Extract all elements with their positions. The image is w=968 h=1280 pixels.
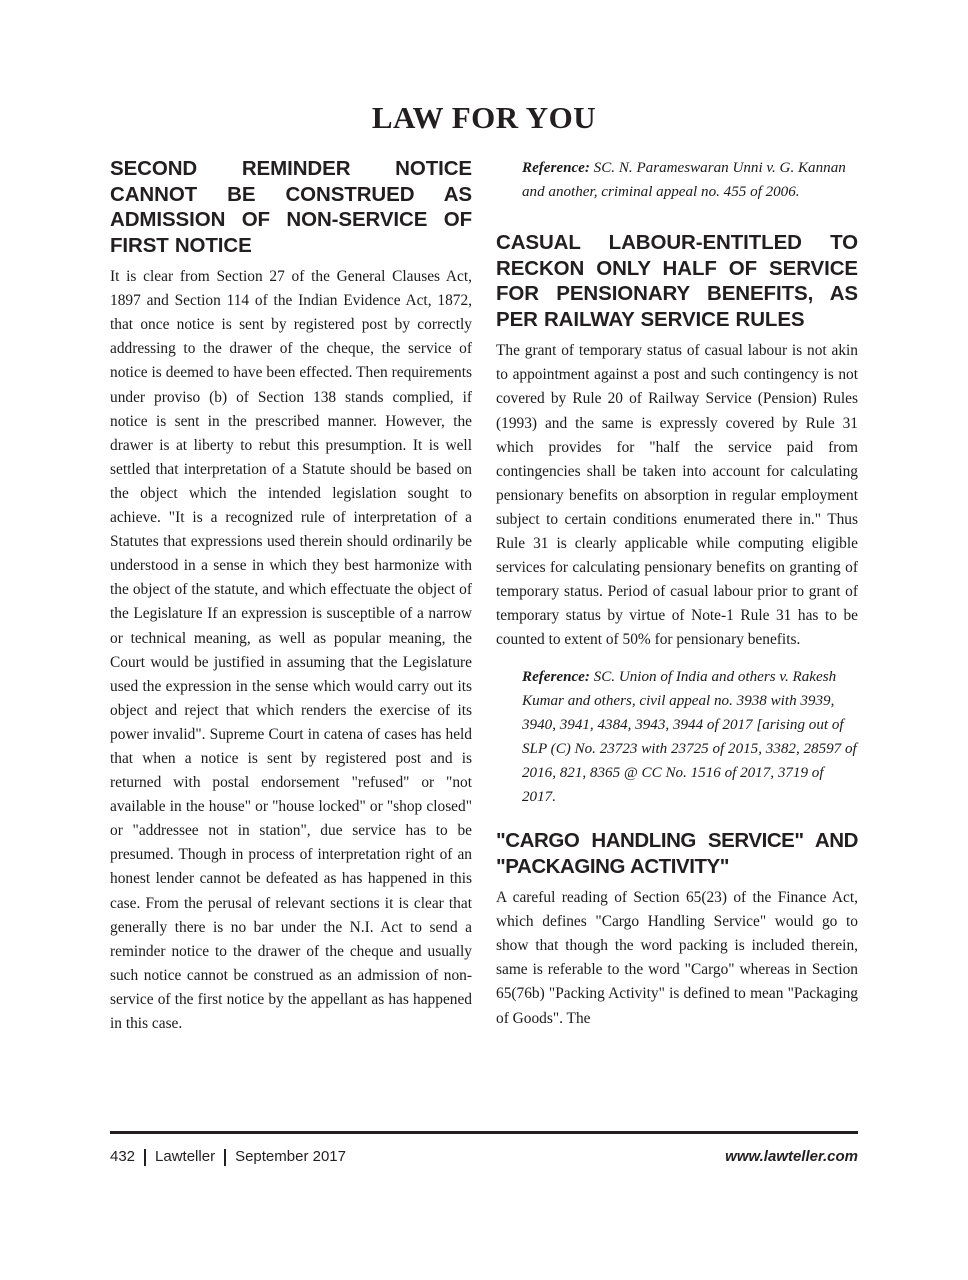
article-body-cargo-handling-service: A careful reading of Section 65(23) of the Finance Act, which defines "Cargo Handling Service" would go to show that though the word packing is included therein, same is referable to the word "Cargo" whereas in Section 65(76b) "Packing Activity" is defined to mean "Packaging of Goods". The <box>496 889 858 1027</box>
reference-block-first-article <box>522 156 858 204</box>
reference-citation: SC. N. Parameswaran Unni v. G. Kannan and another, criminal appeal no. 455 of 2006. <box>522 160 846 201</box>
footer-left-group <box>110 1148 346 1165</box>
article-heading-casual-labour: CASUAL LABOUR-ENTITLED TO RECKON ONLY HALF OF SERVICE FOR PENSIONARY BENEFITS, AS PER RAILWAY SERVICE RULES <box>496 231 858 331</box>
footer-content <box>110 1148 858 1165</box>
article-heading-cargo-handling-service: "CARGO HANDLING SERVICE" AND "PACKAGING ACTIVITY" <box>496 829 858 878</box>
footer-divider <box>110 1131 858 1134</box>
reference-label: Reference: <box>522 668 590 685</box>
spacer <box>496 653 858 665</box>
footer-separator-bar <box>144 1149 146 1166</box>
page-footer <box>110 1131 858 1165</box>
column-right <box>496 156 858 1031</box>
two-column-layout <box>110 156 858 1036</box>
footer-issue-date: September 2017 <box>235 1148 346 1165</box>
article-body-casual-labour: The grant of temporary status of casual labour is not akin to appointment against a post and such contingency is not covered by Rule 20 of Railway Service (Pension) Rules (1993) and the same is expressly covered by Rule 31 which provides for "half the service paid from contingencies shall be taken into account for calculating pensionary benefits on absorption in regular employment subject to certain conditions enumerated there in." Thus Rule 31 is clearly applicable while computing eligible services for calculating pensionary benefits on granting of temporary status. Period of casual labour prior to grant of temporary status by virtue of Note-1 Rule 31 has to be counted to extent of 50% for pensionary benefits. <box>496 342 858 649</box>
footer-separator-bar <box>224 1149 226 1166</box>
footer-website-url: www.lawteller.com <box>725 1148 858 1165</box>
footer-page-number: 432 <box>110 1148 136 1165</box>
article-heading-second-reminder-notice: SECOND REMINDER NOTICE CANNOT BE CONSTRUED AS ADMISSION OF NON-SERVICE OF FIRST NOTICE <box>110 157 472 257</box>
spacer <box>496 809 858 828</box>
article-body-second-reminder-notice: It is clear from Section 27 of the General Clauses Act, 1897 and Section 114 of the Indian Evidence Act, 1872, that once notice is sent by registered post by correctly addressing to the drawer of the cheque, the service of notice is deemed to have been effected. Then requirements under proviso (b) of Section 138 stands complied, if notice is sent in the prescribed manner. However, the drawer is at liberty to rebut this presumption. It is well settled that interpretation of a Statute should be based on the object which the intended legislation sought to achieve. "It is a recognized rule of interpretation of a Statutes that expressions used therein should ordinarily be understood in a sense in which they best harmonize with the object of the statute, and which effectuate the object of the Legislature If an expression is susceptible of a narrow or technical meaning, as well as popular meaning, the Court would be justified in assuming that the Legislature used the expression in the sense which would carry out its object and reject that which renders the exercise of its power invalid". Supreme Court in catena of cases has held that when a notice is sent by registered post and is returned with postal endorsement "refused" or "not available in the house" or "house locked" or "shop closed" or "addressee not in station", due service has to be presumed. Though in process of interpretation right of an honest lender cannot be defeated as has happened in this case. From the perusal of relevant sections it is clear that generally there is no bar under the N.I. Act to send a reminder notice to the drawer of the cheque and usually such notice cannot be construed as an admission of non-service of the first notice by the appellant as has happened in this case. <box>110 268 472 1032</box>
reference-citation: SC. Union of India and others v. Rakesh Kumar and others, civil appeal no. 3938 with 3939, 3940, 3941, 4384, 3943, 3944 of 2017 [arising out of SLP (C) No. 23723 with 23725 of 2015, 3382, 28597 of 2016, 821, 8365 @ CC No. 1516 of 2017, 3719 of 2017. <box>522 668 857 805</box>
footer-publication-name: Lawteller <box>155 1148 216 1165</box>
magazine-page <box>110 0 858 1280</box>
reference-block-second-article <box>522 665 858 810</box>
page-title: LAW FOR YOU <box>371 100 597 135</box>
spacer <box>496 204 858 230</box>
reference-label: Reference: <box>522 160 590 177</box>
column-left <box>110 156 472 1036</box>
